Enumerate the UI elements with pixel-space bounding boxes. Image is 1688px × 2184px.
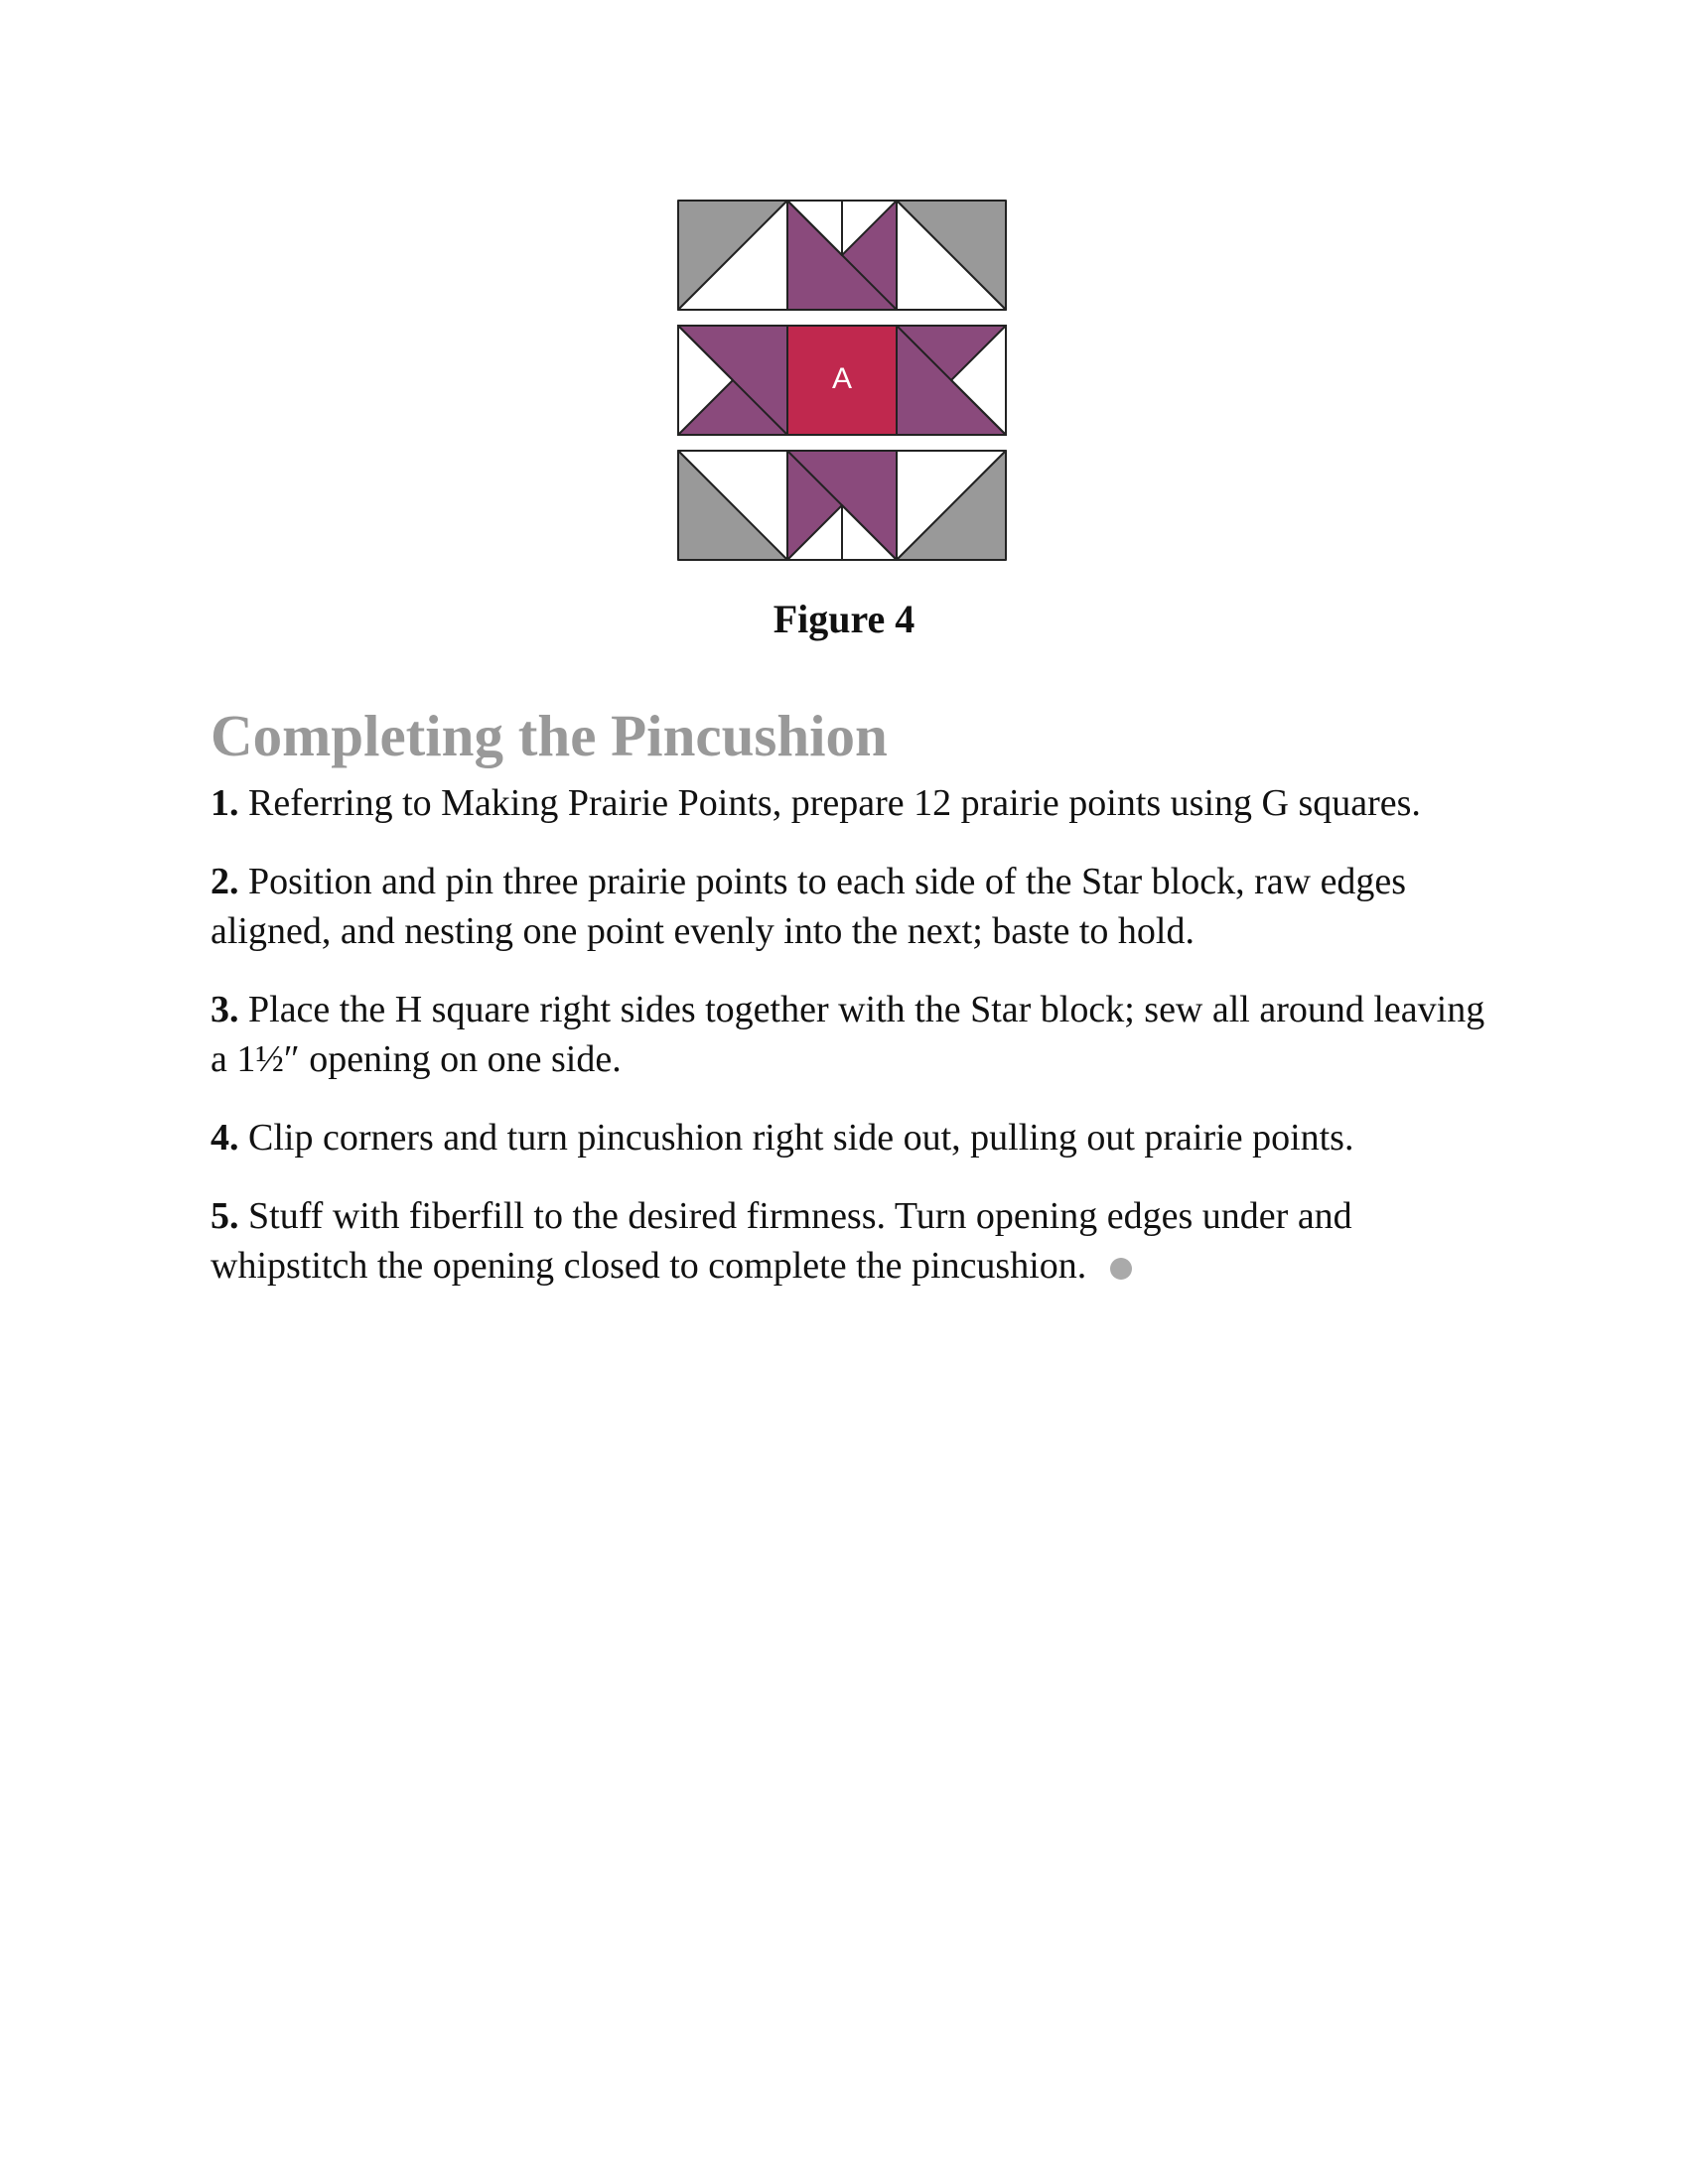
step-number: 4. <box>211 1117 239 1159</box>
step-text: Referring to Making Prairie Points, prepare 12 prairie points using G squares. <box>248 782 1421 824</box>
step-2 <box>211 857 1491 956</box>
step-number: 3. <box>211 989 239 1030</box>
step-text: Position and pin three prairie points to each side of the Star block, raw edges aligned, and nesting one point evenly into the next; baste to hold. <box>211 861 1407 952</box>
step-3 <box>211 985 1491 1084</box>
section-heading: Completing the Pincushion <box>211 703 888 768</box>
step-text: Stuff with fiberfill to the desired firmness. Turn opening edges under and whipstitch the opening closed to complete the pincushion. <box>211 1195 1352 1287</box>
step-number: 5. <box>211 1195 239 1237</box>
step-number: 2. <box>211 861 239 902</box>
figure-caption: Figure 4 <box>773 597 915 641</box>
step-text: Place the H square right sides together with the Star block; sew all around leaving a 1½″ opening on one side. <box>211 989 1485 1080</box>
step-number: 1. <box>211 782 239 824</box>
star-block-figure <box>673 197 1011 566</box>
instruction-steps <box>211 778 1491 1319</box>
step-1 <box>211 778 1491 828</box>
step-5 <box>211 1191 1491 1291</box>
step-text: Clip corners and turn pincushion right side out, pulling out prairie points. <box>248 1117 1354 1159</box>
end-of-article-dot-icon <box>1110 1258 1132 1280</box>
star-block-diagram <box>673 197 1011 566</box>
center-square-label: A <box>831 361 853 395</box>
step-4 <box>211 1113 1491 1162</box>
